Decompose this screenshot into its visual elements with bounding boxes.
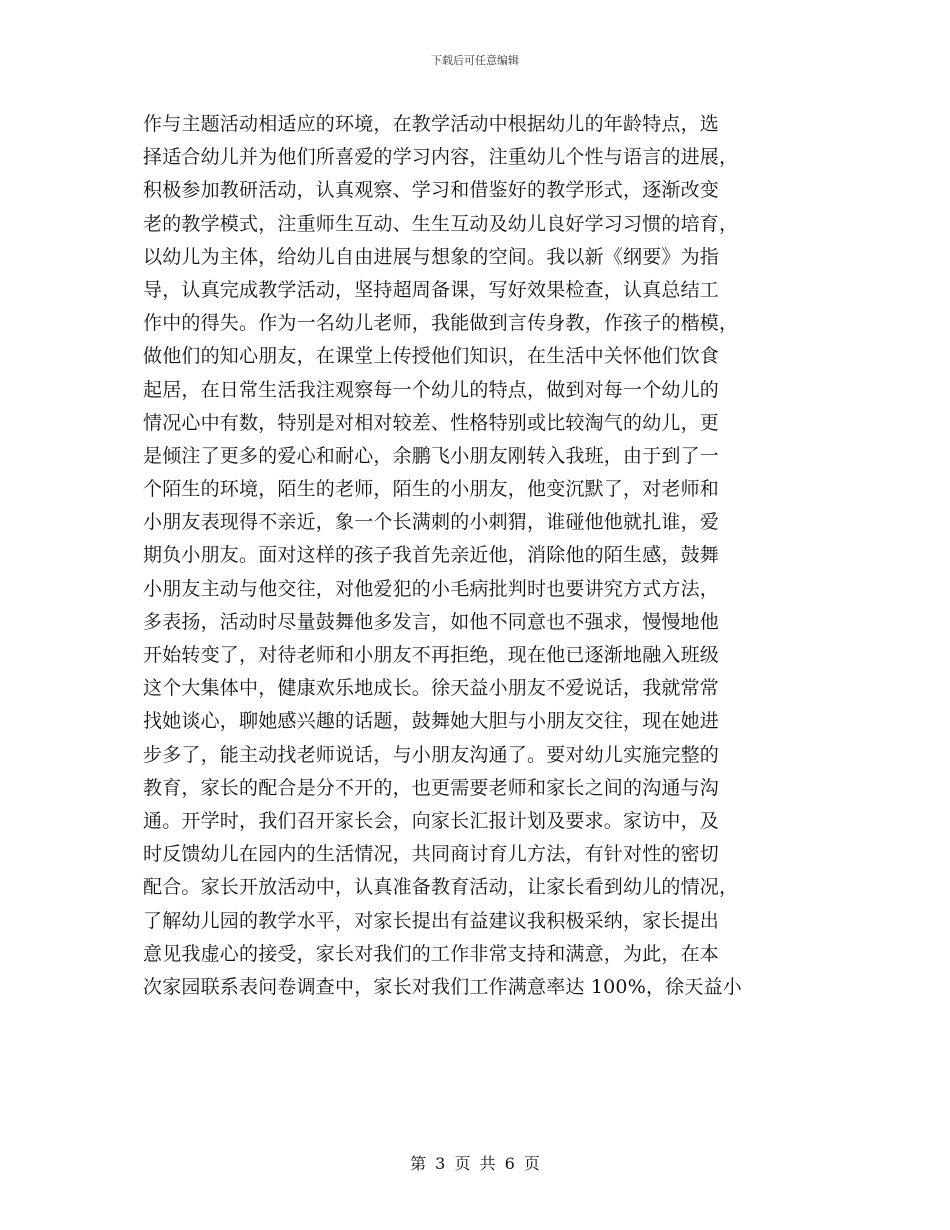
- text-line: 做他们的知心朋友，在课堂上传授他们知识，在生活中关怀他们饮食: [143, 345, 720, 368]
- text-line: 作与主题活动相适应的环境，在教学活动中根据幼儿的年龄特点，选: [143, 113, 720, 135]
- text-line: 多表扬，活动时尽量鼓舞他多发言，如他不同意也不强求，慢慢地他: [143, 610, 720, 633]
- text-line: 积极参加教研活动，认真观察、学习和借鉴好的教学形式，逐渐改变: [143, 179, 720, 202]
- text-line: 起居，在日常生活我注观察每一个幼儿的特点，做到对每一个幼儿的: [143, 378, 720, 401]
- text-line: 个陌生的环境，陌生的老师，陌生的小朋友，他变沉默了，对老师和: [143, 478, 720, 501]
- text-line: 次家园联系表问卷调查中，家长对我们工作满意率达 100%，徐天益小: [143, 975, 742, 998]
- text-line: 意见我虚心的接受，家长对我们的工作非常支持和满意，为此，在本: [143, 942, 720, 965]
- page-header: 下载后可任意编辑: [431, 54, 519, 67]
- text-line: 小朋友表现得不亲近，象一个长满刺的小刺猬，谁碰他他就扎谁，爱: [143, 511, 720, 534]
- text-line: 导，认真完成教学活动，坚持超周备课，写好效果检查，认真总结工: [143, 278, 720, 301]
- text-line: 通。开学时，我们召开家长会，向家长汇报计划及要求。家访中，及: [143, 809, 720, 832]
- text-line: 时反馈幼儿在园内的生活情况，共同商讨育儿方法，有针对性的密切: [143, 843, 720, 866]
- text-line: 找她谈心，聊她感兴趣的话题，鼓舞她大胆与小朋友交往，现在她进: [143, 710, 720, 733]
- text-line: 开始转变了，对待老师和小朋友不再拒绝，现在他已逐渐地融入班级: [143, 644, 720, 666]
- text-line: 了解幼儿园的教学水平，对家长提出有益建议我积极采纳，家长提出: [143, 909, 720, 932]
- text-line: 配合。家长开放活动中，认真准备教育活动，让家长看到幼儿的情况，: [143, 876, 739, 899]
- text-line: 是倾注了更多的爱心和耐心，余鹏飞小朋友刚转入我班，由于到了一: [143, 444, 720, 467]
- page-number: 第 3 页 共 6 页: [410, 1154, 540, 1173]
- text-line: 情况心中有数，特别是对相对较差、性格特别或比较淘气的幼儿，更: [143, 411, 720, 434]
- text-line: 小朋友主动与他交往，对他爱犯的小毛病批判时也要讲究方式方法，: [143, 577, 720, 600]
- text-line: 期负小朋友。面对这样的孩子我首先亲近他，消除他的陌生感，鼓舞: [143, 544, 720, 567]
- body-text: [143, 108, 823, 1004]
- text-line: 教育，家长的配合是分不开的，也更需要老师和家长之间的沟通与沟: [143, 776, 720, 799]
- text-line: 作中的得失。作为一名幼儿老师，我能做到言传身教，作孩子的楷模，: [143, 312, 739, 335]
- text-line: 择适合幼儿并为他们所喜爱的学习内容，注重幼儿个性与语言的进展，: [143, 146, 739, 169]
- text-line: 步多了，能主动找老师说话，与小朋友沟通了。要对幼儿实施完整的: [143, 743, 720, 766]
- text-line: 这个大集体中，健康欢乐地成长。徐天益小朋友不爱说话，我就常常: [143, 677, 720, 700]
- text-line: 以幼儿为主体，给幼儿自由进展与想象的空间。我以新《纲要》为指: [143, 245, 720, 268]
- text-line: 老的教学模式，注重师生互动、生生互动及幼儿良好学习习惯的培育，: [143, 212, 739, 235]
